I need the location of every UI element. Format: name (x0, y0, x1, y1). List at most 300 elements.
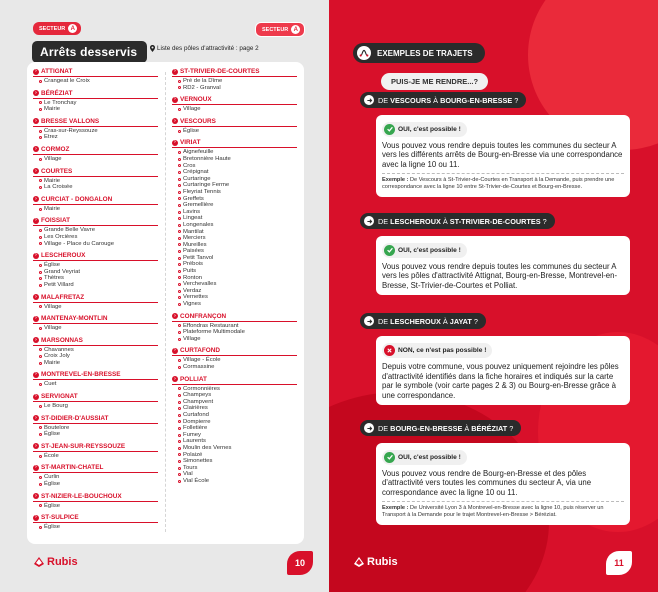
stop-dot-icon (178, 447, 181, 450)
commune-underline (172, 321, 297, 322)
chevron-right-icon: › (33, 372, 39, 378)
stop-label: Chavannes (44, 346, 74, 353)
commune-name (172, 313, 297, 320)
commune-underline (172, 384, 297, 385)
chevron-right-icon: › (33, 443, 39, 449)
stop-label: Curtaringe (183, 175, 211, 182)
arrow-right-icon (364, 316, 374, 326)
route-middle: À (433, 95, 439, 105)
commune-underline (172, 126, 297, 127)
commune-name (33, 90, 158, 97)
rubis-logo-icon (33, 556, 45, 568)
commune-underline (33, 302, 158, 303)
page-number: 11 (606, 551, 632, 575)
chevron-right-icon: › (33, 69, 39, 75)
stop-item (33, 100, 158, 107)
stop-label: Plateforme Multimodale (183, 329, 245, 336)
stop-label: Pré de la Dîme (183, 78, 223, 84)
stop-dot-icon (178, 427, 181, 430)
stop-label: Moulin des Vernes (183, 444, 232, 451)
stop-dot-icon (178, 324, 181, 327)
commune-label: POLLIAT (180, 375, 207, 383)
stop-item (172, 128, 297, 135)
stop-label: Folletière (183, 425, 208, 432)
commune-block (33, 371, 158, 388)
chevron-right-icon: › (172, 376, 178, 382)
commune-block (33, 252, 158, 288)
stop-item (172, 202, 297, 209)
verdict-text: OUI, c'est possible ! (398, 453, 461, 461)
commune-block (172, 313, 297, 343)
stop-item (172, 215, 297, 222)
stop-label: Crépignat (183, 169, 209, 176)
stop-label: Verchevalles (183, 281, 217, 288)
stop-label: Village (44, 155, 62, 162)
commune-block (33, 493, 158, 510)
sector-label: SECTEUR (262, 26, 289, 33)
stop-item (172, 288, 297, 295)
route-suffix: ? (542, 216, 547, 226)
stop-dot-icon (178, 407, 181, 410)
stop-item (172, 281, 297, 288)
stop-item (172, 248, 297, 255)
commune-name (172, 347, 297, 354)
stop-label: Ronton (183, 274, 202, 281)
stop-item (172, 445, 297, 452)
stop-dot-icon (39, 362, 42, 365)
stop-item (33, 262, 158, 269)
stop-dot-icon (178, 158, 181, 161)
stop-item (172, 176, 297, 183)
stop-label: Mairie (44, 205, 61, 212)
stop-dot-icon (178, 237, 181, 240)
sector-tag (255, 22, 305, 37)
chevron-right-icon: › (33, 146, 39, 152)
stop-label: Effondras Restaurant (183, 322, 239, 329)
route-text (378, 217, 547, 226)
route-text (378, 317, 478, 326)
commune-name (33, 196, 158, 203)
stop-dot-icon (39, 130, 42, 133)
route-prefix: DE (378, 216, 389, 226)
stop-label: Village - École (183, 357, 221, 364)
stop-item (172, 222, 297, 229)
stop-item (172, 169, 297, 176)
logo-text: Rubis (367, 556, 398, 568)
example-note (382, 501, 624, 519)
stop-label: Vernettes (183, 294, 208, 301)
stop-dot-icon (39, 504, 42, 507)
chevron-right-icon: › (33, 394, 39, 400)
stop-item (33, 282, 158, 289)
commune-label: BÉRÉZIAT (41, 89, 73, 97)
stop-dot-icon (178, 440, 181, 443)
commune-block (33, 68, 158, 85)
arrow-right-icon (364, 95, 374, 105)
stop-item (172, 242, 297, 249)
commune-label: CORMOZ (41, 145, 70, 153)
stop-dot-icon (39, 426, 42, 429)
stop-label: Vignes (183, 301, 201, 308)
stop-dot-icon (39, 383, 42, 386)
commune-label: VIRIAT (180, 139, 201, 147)
stop-dot-icon (178, 211, 181, 214)
stop-dot-icon (178, 164, 181, 167)
stop-item (172, 458, 297, 465)
commune-block (172, 376, 297, 485)
stop-item (172, 465, 297, 472)
subtitle-text: Liste des pôles d'attractivité : page 2 (157, 45, 259, 52)
stop-dot-icon (178, 224, 181, 227)
commune-label: VERNOUX (180, 96, 212, 104)
commune-name (33, 294, 158, 301)
stop-dot-icon (39, 208, 42, 211)
stop-item (172, 386, 297, 393)
stop-item (33, 78, 158, 85)
stop-item (33, 453, 158, 460)
commune-name (33, 464, 158, 471)
stop-dot-icon (39, 327, 42, 330)
answer-text: Vous pouvez vous rendre de Bourg-en-Bresse et des pôles d'attractivité vers toutes les communes du secteur A, via une correspondance avec la ligne 10 ou 11. (382, 468, 592, 497)
stop-label: Simonettes (183, 458, 213, 465)
stop-item (33, 381, 158, 388)
commune-label: CURTAFOND (180, 347, 220, 355)
stop-item (172, 209, 297, 216)
stop-dot-icon (39, 229, 42, 232)
stop-item (33, 304, 158, 311)
stop-item (172, 189, 297, 196)
stop-dot-icon (178, 178, 181, 181)
commune-name (33, 371, 158, 378)
commune-name (172, 376, 297, 383)
commune-label: MARSONNAS (41, 336, 83, 344)
answer-box (376, 236, 630, 295)
commune-block (33, 514, 158, 531)
route-prefix: DE (378, 423, 389, 433)
commune-label: ST-TRIVIER-DE-COURTES (180, 68, 260, 75)
stop-item (33, 106, 158, 113)
commune-name (33, 68, 158, 75)
arrow-right-icon (364, 216, 374, 226)
chevron-right-icon: › (33, 90, 39, 96)
commune-block (33, 294, 158, 311)
chevron-right-icon: › (33, 294, 39, 300)
chevron-right-icon: › (172, 140, 178, 146)
example-text: De Université Lyon 3 à Montrevel-en-Bresse avec la ligne 10, puis réserver un Transport à la Demande pour le trajet Montrevel-en-Bresse > Béréziat. (382, 505, 604, 519)
stop-dot-icon (39, 236, 42, 239)
stop-label: Puits (183, 268, 197, 275)
stop-dot-icon (39, 526, 42, 529)
stop-label: Longenales (183, 221, 214, 228)
stop-label: Église (44, 431, 61, 438)
commune-label: VESCOURS (180, 117, 216, 125)
route-question (360, 420, 521, 436)
stop-label: Église (44, 502, 61, 509)
commune-underline (33, 345, 158, 346)
commune-block (33, 464, 158, 487)
stop-item (33, 241, 158, 248)
stop-dot-icon (178, 217, 181, 220)
stop-label: Clairières (183, 405, 208, 412)
stop-dot-icon (178, 366, 181, 369)
commune-block (33, 146, 158, 163)
sector-label: SECTEUR (39, 25, 66, 32)
stop-item (172, 261, 297, 268)
rubis-logo-icon (353, 556, 365, 568)
stop-dot-icon (178, 420, 181, 423)
question-banner: PUIS-JE ME RENDRE...? (381, 73, 488, 90)
commune-block (33, 443, 158, 460)
stop-label: Thètres (44, 275, 64, 282)
commune-label: MONTREVEL-EN-BRESSE (41, 371, 121, 379)
stop-item (172, 392, 297, 399)
stop-item (33, 353, 158, 360)
stop-label: Champvent (183, 398, 214, 405)
answer-box (376, 115, 630, 197)
stop-dot-icon (178, 460, 181, 463)
stop-dot-icon (178, 338, 181, 341)
answer-text: Depuis votre commune, vous pouvez uniquement rejoindre les pôles d'attractivité identifiés dans la fiche horaires et indiqués sur la carte par le symbole (voir carte pages 2 & 3) ou Bourg-en-Bresse grâce à une correspondance. (382, 362, 619, 400)
stop-dot-icon (39, 476, 42, 479)
stop-item (33, 156, 158, 163)
stop-dot-icon (39, 242, 42, 245)
stop-item (172, 229, 297, 236)
stop-item (172, 399, 297, 406)
stop-item (172, 357, 297, 364)
rubis-logo (33, 556, 78, 568)
stop-item (172, 425, 297, 432)
stop-item (172, 323, 297, 330)
commune-label: BRESSE VALLONS (41, 117, 100, 125)
stop-dot-icon (39, 136, 42, 139)
chevron-right-icon: › (33, 493, 39, 499)
commune-block (33, 118, 158, 141)
commune-label: ST-DIDIER-D'AUSSIAT (41, 414, 109, 422)
route-icon (357, 46, 371, 60)
stop-dot-icon (178, 80, 181, 83)
commune-block (33, 168, 158, 191)
verdict-no (382, 343, 492, 358)
commune-block (172, 139, 297, 307)
stop-label: Bretonnière Haute (183, 155, 231, 162)
example-label: Exemple : (382, 177, 409, 184)
commune-name (33, 217, 158, 224)
stop-dot-icon (178, 263, 181, 266)
route-to: BÉRÉZIAT (471, 423, 508, 433)
commune-label: ST-MARTIN-CHATEL (41, 464, 104, 472)
commune-name (33, 118, 158, 125)
chevron-right-icon: › (33, 316, 39, 322)
stop-dot-icon (178, 290, 181, 293)
commune-name (33, 252, 158, 259)
chevron-right-icon: › (172, 69, 178, 75)
stop-item (33, 524, 158, 531)
stop-label: Grande Belle Vavre (44, 227, 95, 234)
commune-underline (33, 472, 158, 473)
stop-label: Village (44, 303, 62, 310)
stop-item (172, 156, 297, 163)
route-question (360, 313, 486, 329)
stop-item (172, 419, 297, 426)
route-from: VESCOURS (390, 95, 432, 105)
stop-dot-icon (39, 284, 42, 287)
stop-dot-icon (39, 186, 42, 189)
stop-dot-icon (39, 355, 42, 358)
stop-label: Village (183, 106, 201, 113)
stop-dot-icon (178, 270, 181, 273)
stop-item (33, 347, 158, 354)
route-question (360, 213, 555, 229)
rubis-logo (353, 556, 398, 568)
stop-item (172, 255, 297, 262)
stop-item (33, 481, 158, 488)
stop-label: Prébois (183, 261, 203, 268)
stop-dot-icon (39, 108, 42, 111)
stop-item (172, 405, 297, 412)
stop-label: Cuet (44, 381, 57, 388)
chevron-right-icon: › (172, 97, 178, 103)
chevron-right-icon: › (33, 515, 39, 521)
commune-name (33, 415, 158, 422)
commune-underline (33, 323, 158, 324)
answer-text: Vous pouvez vous rendre depuis toutes les communes du secteur A vers les différents arrêts de Bourg-en-Bresse via une correspondance avec la ligne 10 ou 11. (382, 140, 623, 169)
stop-dot-icon (178, 473, 181, 476)
commune-name (33, 146, 158, 153)
stop-dot-icon (39, 264, 42, 267)
cross-icon (384, 345, 395, 356)
stop-item (172, 275, 297, 282)
stop-item (172, 364, 297, 371)
chevron-right-icon: › (33, 196, 39, 202)
stop-dot-icon (39, 179, 42, 182)
commune-label: SERVIGNAT (41, 393, 78, 401)
stop-item (172, 452, 297, 459)
stop-item (33, 275, 158, 282)
commune-name (172, 96, 297, 103)
stop-label: Village (183, 335, 201, 342)
stop-dot-icon (39, 405, 42, 408)
stop-label: Mairie (44, 359, 61, 366)
stop-label: Crangeat le Croix (44, 78, 90, 84)
commune-name (33, 393, 158, 400)
check-icon (384, 452, 395, 463)
stop-dot-icon (178, 204, 181, 207)
stop-item (172, 235, 297, 242)
sector-letter: A (68, 24, 77, 33)
commune-name (33, 168, 158, 175)
example-note (382, 173, 624, 191)
commune-underline (33, 98, 158, 99)
commune-label: CONFRANÇON (180, 312, 227, 320)
stop-item (33, 128, 158, 135)
chevron-right-icon: › (33, 337, 39, 343)
map-pin-icon (150, 45, 155, 52)
stop-dot-icon (39, 348, 42, 351)
stop-dot-icon (178, 243, 181, 246)
stop-label: Cras-sur-Reyssouze (44, 127, 98, 134)
stop-dot-icon (39, 455, 42, 458)
stop-item (33, 431, 158, 438)
stop-item (172, 432, 297, 439)
chevron-right-icon: › (172, 348, 178, 354)
stop-item (172, 336, 297, 343)
stop-item (172, 196, 297, 203)
chevron-right-icon: › (33, 253, 39, 259)
route-suffix: ? (473, 316, 478, 326)
stop-dot-icon (178, 197, 181, 200)
stop-item (172, 329, 297, 336)
stop-dot-icon (178, 151, 181, 154)
stop-label: Village - Place du Carouge (44, 240, 114, 247)
stop-label: Le Bourg (44, 403, 68, 410)
stop-label: Gremellière (183, 202, 214, 209)
stop-dot-icon (178, 359, 181, 362)
stop-label: Lavins (183, 208, 201, 215)
stop-item (33, 360, 158, 367)
stop-item (33, 325, 158, 332)
route-from: BOURG-EN-BRESSE (390, 423, 463, 433)
commune-block (33, 217, 158, 247)
stop-label: Curtaringe Ferme (183, 182, 230, 189)
stop-label: Laurents (183, 438, 206, 445)
stop-item (172, 438, 297, 445)
stop-item (33, 503, 158, 510)
chevron-right-icon: › (33, 118, 39, 124)
stop-dot-icon (178, 257, 181, 260)
route-text (378, 424, 513, 433)
stop-label: Mantilat (183, 228, 204, 235)
stop-item (33, 184, 158, 191)
stop-item (172, 78, 297, 85)
stop-label: Vial (183, 471, 193, 478)
stop-dot-icon (39, 305, 42, 308)
verdict-yes (382, 243, 467, 258)
commune-underline (33, 204, 158, 205)
stop-dot-icon (178, 296, 181, 299)
stop-label: Mairie (44, 177, 61, 184)
example-label: Exemple : (382, 505, 409, 512)
stop-label: Cormonnières (183, 385, 220, 392)
commune-label: LESCHEROUX (41, 252, 86, 260)
route-to: BOURG-EN-BRESSE (440, 95, 513, 105)
sector-tag (33, 22, 81, 35)
stop-item (172, 294, 297, 301)
stop-label: Petit Villard (44, 281, 74, 288)
verdict-text: OUI, c'est possible ! (398, 125, 461, 133)
stop-item (172, 182, 297, 189)
stop-dot-icon (178, 414, 181, 417)
stop-label: Merciers (183, 235, 206, 242)
examples-title-text: EXEMPLES DE TRAJETS (377, 48, 473, 58)
commune-label: COURTES (41, 167, 73, 175)
chevron-right-icon: › (33, 218, 39, 224)
commune-block (172, 68, 297, 91)
stop-label: Petit Tanvol (183, 254, 214, 261)
stop-item (172, 412, 297, 419)
stop-dot-icon (178, 401, 181, 404)
stop-dot-icon (178, 480, 181, 483)
commune-block (33, 337, 158, 367)
stop-dot-icon (39, 158, 42, 161)
stops-card (27, 62, 304, 544)
commune-name (33, 493, 158, 500)
route-question (360, 92, 526, 108)
stop-label: Champeys (183, 392, 212, 399)
commune-label: ST-NIZIER-LE-BOUCHOUX (41, 492, 122, 500)
commune-underline (33, 501, 158, 502)
commune-label: MANTENAY-MONTLIN (41, 315, 108, 323)
stop-label: Grand Veyriat (44, 268, 81, 275)
